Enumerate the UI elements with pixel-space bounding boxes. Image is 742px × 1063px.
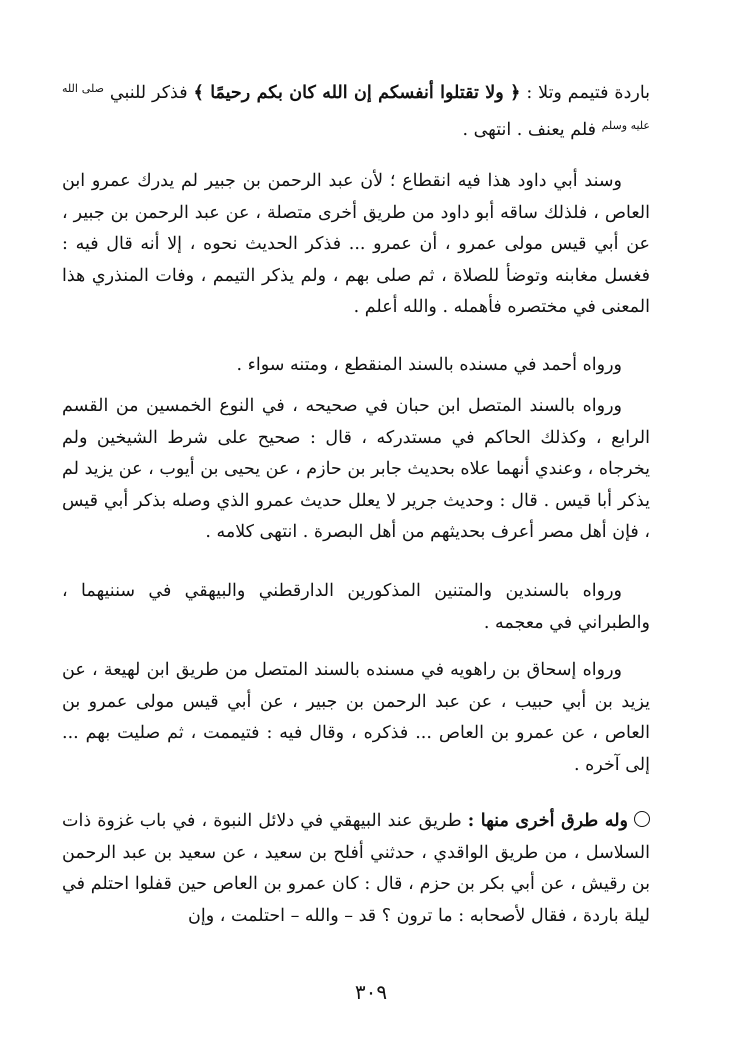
paragraph-6: [62, 655, 650, 781]
paragraph-4: [62, 391, 650, 549]
opening-text-cont: فذكر للنبي: [103, 83, 194, 103]
salawat-glyph: صلى الله عليه وسلم: [62, 82, 650, 132]
opening-text: باردة فتيمم وتلا :: [520, 83, 651, 103]
quran-verse: ﴿ ولا تقتلوا أنفسكم إن الله كان بكم رحيمًا ﴾: [193, 83, 521, 103]
paragraph-3-text: ورواه أحمد في مسنده بالسند المنقطع ، ومتنه سواء .: [236, 355, 622, 375]
paragraph-3: [62, 350, 650, 382]
paragraph-5-text: ورواه بالسندين والمتنين المذكورين الدارقطني والبيهقي في سننيهما ، والطبراني في معجمه .: [62, 581, 650, 633]
paragraph-opening: [62, 73, 650, 146]
paragraph-6-text: ورواه إسحاق بن راهويه في مسنده بالسند المتصل من طريق ابن لهيعة ، عن يزيد بن أبي حبيب ، عن عبد الرحمن بن جبير ، عن أبي قيس مولى عمرو بن العاص ، عن عمرو بن العاص ... فذكره ، وقال فيه : فتيممت ، ثم صليت بهم ... إلى آخره .: [62, 660, 650, 775]
paragraph-5: [62, 576, 650, 639]
paragraph-2-text: وسند أبي داود هذا فيه انقطاع ؛ لأن عبد الرحمن بن جبير لم يدرك عمرو ابن العاص ، فلذلك ساقه أبو داود من طريق أخرى متصلة ، عن عبد الرحمن بن جبير ، عن أبي قيس مولى عمرو ، أن عمرو ... فذكر الحديث نحوه ، إلا أنه قال فيه : فغسل مغابنه وتوضأ للصلاة ، ثم صلى بهم ، ولم يذكر التيمم ، وفات المنذري هذا المعنى في مختصره فأهمله . والله أعلم .: [62, 171, 650, 317]
paragraph-7: [62, 806, 650, 932]
paragraph-4-text: ورواه بالسند المتصل ابن حبان في صحيحه ، في النوع الخمسين من القسم الرابع ، وكذلك الحاكم في مستدركه ، قال : صحيح على شرط الشيخين ولم يخرجاه ، وعندي أنهما علاه بحديث جابر بن حازم ، عن يحيى بن أيوب ، عن يزيد لم يذكر أبا قيس . قال : وحديث جرير لا يعلل حديث عمرو الذي وصله بذكر أبي قيس ، فإن أهل مصر أعرف بحديثهم من أهل البصرة . انتهى كلامه .: [62, 396, 650, 542]
section-heading: وله طرق أخرى منها :: [467, 811, 628, 831]
paragraph-2: [62, 166, 650, 324]
opening-text-end: فلم يعنف . انتهى .: [462, 119, 602, 140]
page-number: ٣٠٩: [354, 980, 388, 1004]
circle-bullet-icon: [634, 811, 650, 827]
paragraph-7-text: طريق عند البيهقي في دلائل النبوة ، في باب غزوة ذات السلاسل ، من طريق الواقدي ، حدثني أفلح بن سعيد ، عن سعيد بن عبد الرحمن بن رقيش ، عن أبي بكر بن حزم ، قال : كان عمرو بن العاص حين قفلوا احتلم في ليلة باردة ، فقال لأصحابه : ما ترون ؟ قد – والله – احتلمت ، وإن: [62, 811, 650, 926]
